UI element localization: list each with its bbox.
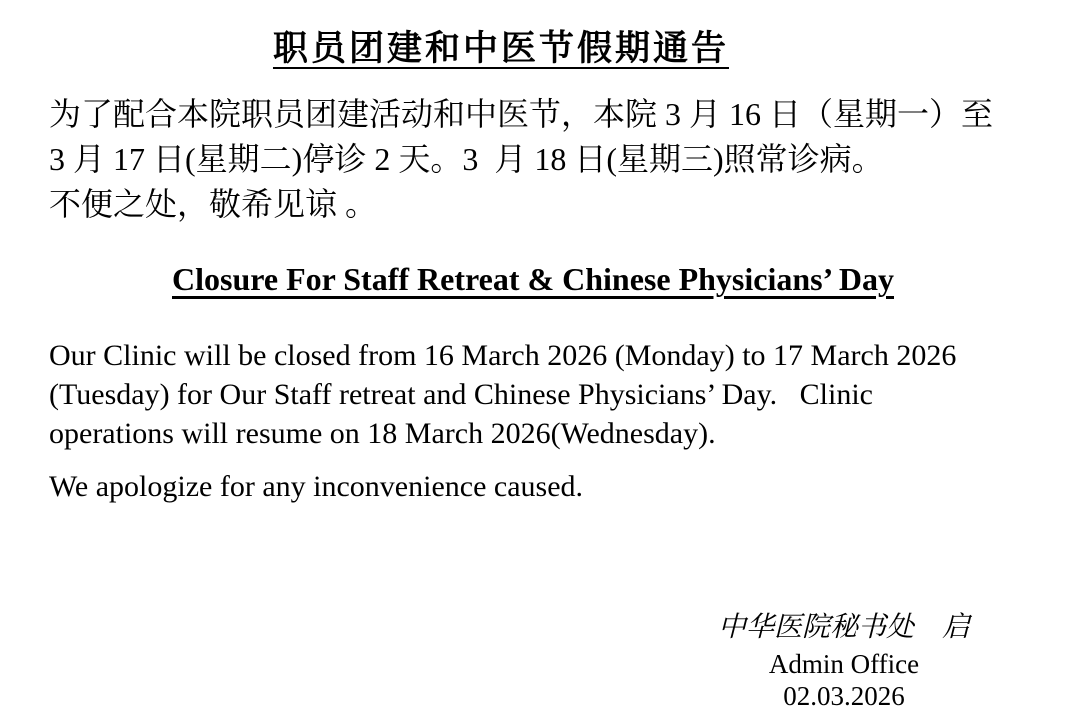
notice-body-en xyxy=(49,336,1039,453)
notice-body-en-line-3: operations will resume on 18 March 2026(Wednesday). xyxy=(49,417,716,450)
notice-body-zh-line-3: 不便之处，敬希见谅 。 xyxy=(49,186,378,222)
notice-title-en: Closure For Staff Retreat & Chinese Physicians’ Day xyxy=(172,261,894,297)
signature-block xyxy=(718,612,970,711)
signature-office-en: Admin Office xyxy=(768,649,920,679)
notice-body-en-line-1: Our Clinic will be closed from 16 March 2026 (Monday) to 17 March 2026 xyxy=(49,339,957,372)
notice-body-zh-line-2: 3 月 17 日(星期二)停诊 2 天。3 月 18 日(星期三)照常诊病。 xyxy=(49,141,884,177)
notice-body-en-line-2: (Tuesday) for Our Staff retreat and Chinese Physicians’ Day. Clinic xyxy=(49,378,873,411)
signature-date: 02.03.2026 xyxy=(783,681,905,711)
notice-body-zh-line-1: 为了配合本院职员团建活动和中医节，本院 3 月 16 日（星期一）至 xyxy=(49,96,994,132)
notice-body-zh xyxy=(49,92,1039,227)
notice-title-zh: 职员团建和中医节假期通告 xyxy=(272,29,729,68)
apology-line: We apologize for any inconvenience caused. xyxy=(49,470,584,503)
signature-org-zh: 中华医院秘书处 启 xyxy=(717,612,970,643)
